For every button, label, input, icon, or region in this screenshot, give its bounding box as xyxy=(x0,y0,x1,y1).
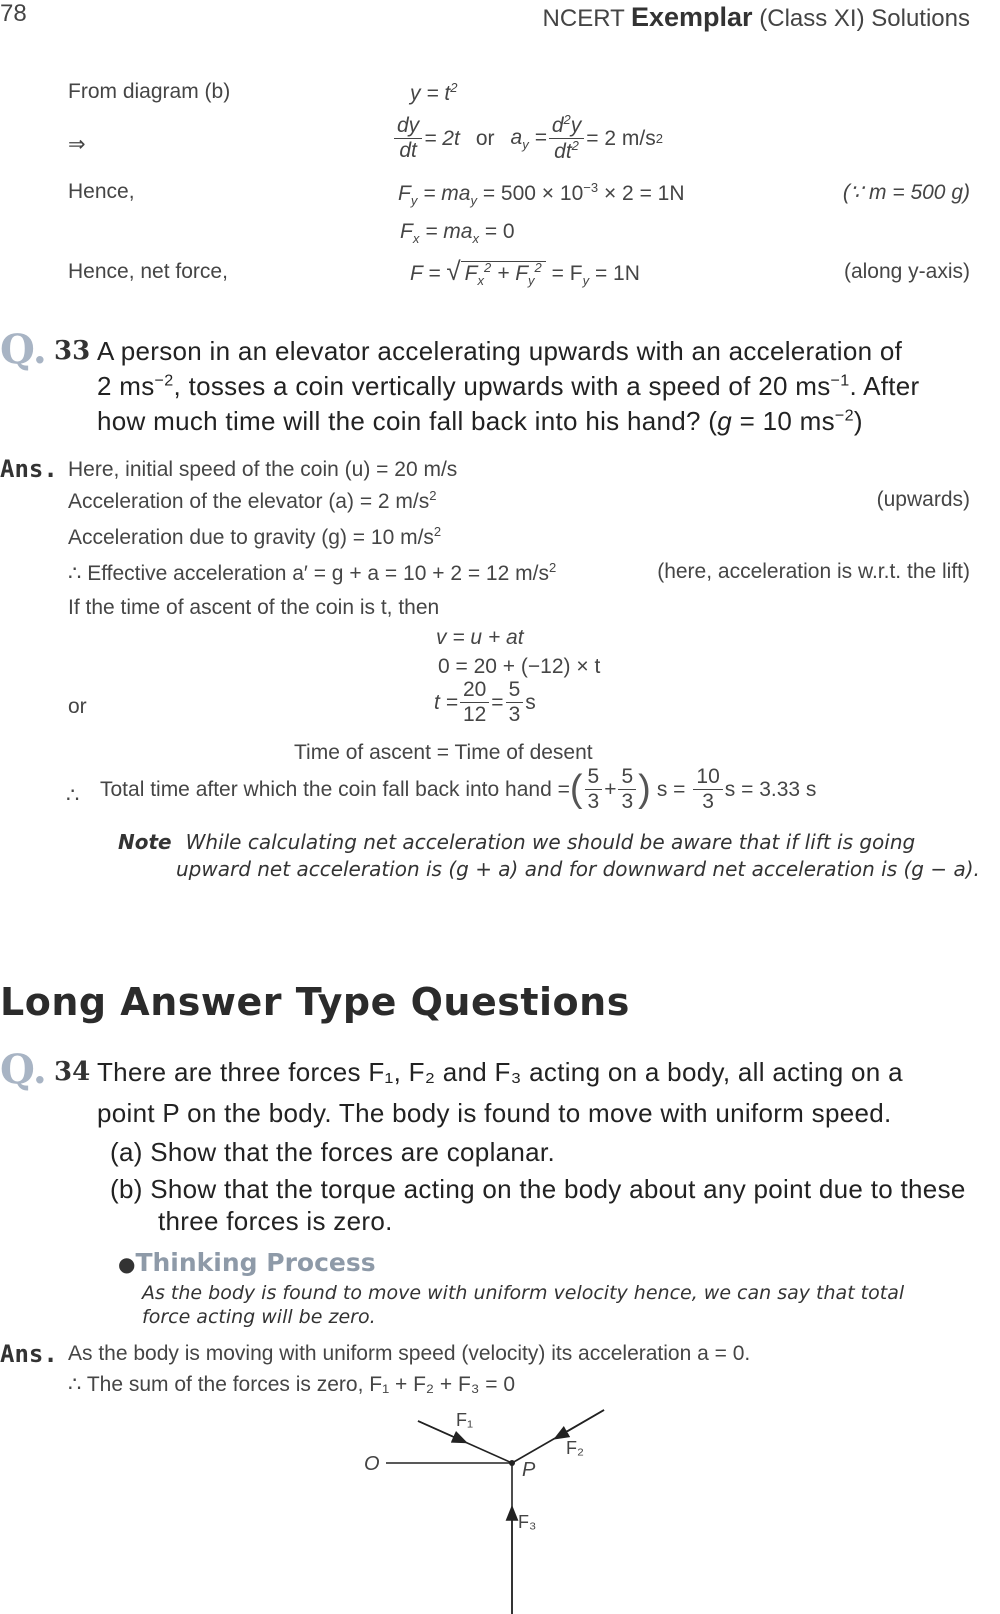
page-number: 78 xyxy=(0,0,27,27)
label-f1: F₁ xyxy=(456,1410,474,1430)
ans33-l4-text: ∴ Effective acceleration a′ = g + a = 10 + 2 = 12 m/s xyxy=(68,562,549,585)
ans33-eq1: v = u + at xyxy=(436,626,524,649)
ans34-l2: ∴ The sum of the forces is zero, F₁ + F₂ + F₃ = 0 xyxy=(68,1373,516,1396)
frac-20: 20 xyxy=(460,678,489,703)
section-title: Long Answer Type Questions xyxy=(0,980,630,1024)
ans34-label: Ans. xyxy=(0,1340,58,1368)
fx-rhs: = 0 xyxy=(484,220,515,243)
frac-3d: 3 xyxy=(702,790,714,814)
q33-l3c: = 10 ms xyxy=(732,406,835,436)
ans33-l2-note: (upwards) xyxy=(876,488,970,511)
ans33-ascent: Time of ascent = Time of desent xyxy=(294,741,593,764)
ans33-total: Total time after which the coin fall back into hand = ( $\frac{5}{3}$ + $\frac{5}{3}$ ) s = $\frac{10}{3}$ s = 3.33 s xyxy=(100,765,817,814)
mass-note: (∵ m = 500 g) xyxy=(842,181,970,204)
q33-l3d: ) xyxy=(853,406,863,436)
q33-line1: A person in an elevator accelerating upwards with an acceleration of xyxy=(97,336,903,366)
frac-3: 3 xyxy=(508,703,521,727)
ans34-l1: As the body is moving with uniform speed (velocity) its acceleration a = 0. xyxy=(68,1342,751,1365)
net-eq: = F xyxy=(551,262,583,285)
derivative-equation: $\frac{dy}{dt}$ = 2t or $a_y$ = $\frac{d^2y}{dt^2}$ = 2 m/s 2 xyxy=(392,113,663,164)
ans33-l2: Acceleration of the elevator (a) = 2 $m/s^2$ xyxy=(68,488,437,513)
ans33-eq2: 0 = 20 + (−12) × t xyxy=(438,655,601,678)
ans33-l2-text: Acceleration of the elevator (a) = 2 m/s xyxy=(68,490,430,513)
point-p xyxy=(509,1460,515,1466)
bulb-icon: ● xyxy=(118,1252,136,1276)
ans33-l3-text: Acceleration due to gravity (g) = 10 m/s xyxy=(68,526,434,549)
q34-line1: There are three forces F₁, F₂ and F₃ acting on a body, all acting on a xyxy=(97,1057,903,1087)
note-line1 xyxy=(118,830,915,854)
tp-line2: force acting will be zero. xyxy=(142,1306,376,1328)
frac-5: 5 xyxy=(506,678,524,703)
f2-arrow xyxy=(556,1410,604,1438)
q33-l3b: g xyxy=(717,406,733,436)
ans33-l1: Here, initial speed of the coin (u) = 20 m/s xyxy=(68,458,458,481)
thinking-process-title xyxy=(118,1248,376,1277)
net-force-label: Hence, net force, xyxy=(68,260,228,283)
hence-label: Hence, xyxy=(68,180,135,203)
label-f3: F₃ xyxy=(518,1512,537,1532)
ans33-or: or xyxy=(68,695,87,718)
y-eq-text: y = t xyxy=(410,82,451,105)
net-rhs: = 1N xyxy=(594,262,640,285)
q-mark-34: Q. xyxy=(0,1046,47,1093)
q34-part-a: (a) Show that the forces are coplanar. xyxy=(110,1137,555,1167)
note-l1: While calculating net acceleration we should be aware that if lift is going xyxy=(185,830,916,854)
q33-number: 33 xyxy=(54,336,91,366)
label-o: O xyxy=(364,1453,380,1475)
unit-s: s xyxy=(525,690,536,714)
y-equation: $y = t^2$ xyxy=(410,80,458,105)
ans33-label: Ans. xyxy=(0,455,58,483)
fy-eq: = ma xyxy=(423,182,471,205)
q34-part-b1: (b) Show that the torque acting on the body about any point due to these xyxy=(110,1174,966,1204)
net-force-equation: F = √ $F_x^2 + F_y^2 = F_y = 1N$ xyxy=(410,256,640,289)
ans33-l4-note: (here, acceleration is w.r.t. the lift) xyxy=(657,560,970,583)
deriv-rhs: = 2t xyxy=(424,126,460,150)
total-tail: s = 3.33 s xyxy=(724,777,817,801)
fy-rhs: = 500 × 10 xyxy=(482,182,584,205)
running-header xyxy=(543,2,970,33)
label-p: P xyxy=(522,1459,536,1481)
q33-line3 xyxy=(97,406,863,437)
ans33-t-equation: t = $\frac{20}{12}$ = $\frac{5}{3}$ s xyxy=(434,678,536,727)
q33-line2 xyxy=(97,371,920,402)
q33-l2c: . After xyxy=(849,371,920,401)
along-y-note: (along y-axis) xyxy=(843,260,970,283)
q34-part-b2: three forces is zero. xyxy=(158,1206,393,1236)
tp-title-text: Thinking Process xyxy=(135,1248,376,1277)
header-bold: Exemplar xyxy=(631,2,753,32)
q33-l3a: how much time will the coin fall back into his hand? ( xyxy=(97,406,718,436)
frac-3b: 3 xyxy=(587,790,600,814)
or-text: or xyxy=(475,126,495,150)
header-prefix: NCERT xyxy=(542,5,625,32)
q33-exp1: −2 xyxy=(154,371,174,390)
fy-equation: $F_y = ma_y = 500 \times 10^{-3} \times 2 = 1N$ xyxy=(398,180,685,209)
accel-rhs: = 2 m/s xyxy=(586,126,656,150)
frac-5b: 5 xyxy=(585,765,603,790)
fx-eq: = ma xyxy=(425,220,473,243)
total-text: Total time after which the coin fall back into hand = xyxy=(100,777,570,801)
implies-symbol: ⇒ xyxy=(68,133,86,156)
from-diagram-label: From diagram (b) xyxy=(68,80,231,103)
frac-10: 10 xyxy=(693,765,722,790)
tp-line1: As the body is found to move with uniform velocity hence, we can say that total xyxy=(142,1282,905,1304)
force-diagram xyxy=(350,1400,630,1614)
ans33-l5: If the time of ascent of the coin is t, then xyxy=(68,596,440,619)
q33-marker xyxy=(0,326,47,373)
q34-line2: point P on the body. The body is found to move with uniform speed. xyxy=(97,1098,892,1128)
ans33-l4: ∴ Effective acceleration a′ = g + a = 10 + 2 = 12 $m/s^2$ xyxy=(68,560,557,585)
q34-number: 34 xyxy=(54,1057,91,1087)
fy-tail: × 2 = 1N xyxy=(603,182,685,205)
q-mark: Q. xyxy=(0,326,47,373)
frac-5c: 5 xyxy=(618,765,636,790)
q33-l2b: , tosses a coin vertically upwards with a speed of 20 ms xyxy=(173,371,831,401)
q33-l2a: 2 ms xyxy=(97,371,155,401)
note-label: Note xyxy=(118,830,172,854)
ans33-l3: Acceleration due to gravity (g) = 10 $m/s^2$ xyxy=(68,524,442,549)
note-line2: upward net acceleration is (g + a) and for downward net acceleration is (g − a). xyxy=(176,857,980,881)
frac-12: 12 xyxy=(462,703,487,727)
q34-marker xyxy=(0,1046,47,1093)
q33-exp2: −1 xyxy=(830,371,850,390)
label-f2: F₂ xyxy=(566,1438,584,1458)
q33-exp3: −2 xyxy=(834,406,854,425)
fx-equation: $F_x = ma_x = 0$ xyxy=(400,220,515,247)
ans33-therefore: ∴ xyxy=(66,784,80,807)
header-suffix: (Class XI) Solutions xyxy=(759,5,970,32)
t-eq: t = xyxy=(434,690,458,714)
frac-3c: 3 xyxy=(621,790,634,814)
